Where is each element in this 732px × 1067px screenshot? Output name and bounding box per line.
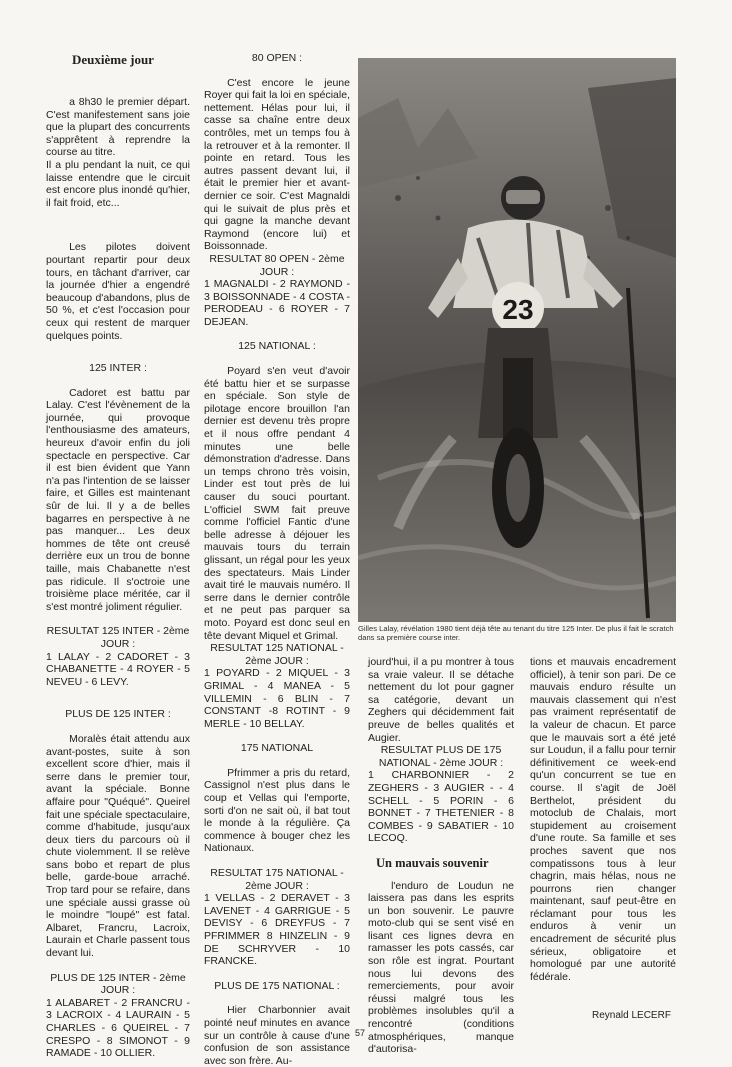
heading-deuxieme-jour: Deuxième jour (72, 52, 154, 67)
result-title: RESULTAT 175 NATIONAL - (210, 867, 344, 880)
result-80-open (204, 253, 350, 329)
result-175-national (204, 867, 350, 968)
result-plus-125-inter (46, 972, 190, 1060)
section-175-national: 175 NATIONAL (240, 742, 314, 755)
paragraph: jourd'hui, il a pu montrer à tous sa vraie valeur. Il se détache nettement du lot pour gagner sa catégorie, devant un Zeghers qui décidemment fait preuve de belles qualités et Augier. (368, 656, 514, 744)
section-plus-de-125-inter: PLUS DE 125 INTER : (65, 708, 171, 721)
result-title: PLUS DE 125 INTER - 2ème JOUR : (50, 971, 186, 997)
paragraph: a 8h30 le premier départ. C'est manifestement sans joie que la plupart des concurrents s'apprêtent à reprendre la course au titre. (46, 96, 190, 159)
result-125-national (204, 642, 350, 730)
result-title: RESULTAT 125 INTER - 2ème (46, 625, 190, 638)
result-body: 1 ALABARET - 2 FRANCRU - 3 LACROIX - 4 LAURAIN - 5 CHARLES - 6 QUEIREL - 7 CRESPO - 8 SIMONOT - 9 RAMADE - 10 OLLIER. (46, 996, 190, 1060)
column-3 (368, 656, 514, 1056)
column-2 (204, 52, 350, 1067)
paragraph: Pfrimmer a pris du retard, Cassignol n'est plus dans le coup et Vellas qui l'emporte, sorti d'on ne sait où, il bat tout le monde à la régulière. Ça commence à bouger chez les Nationaux. (204, 766, 350, 855)
paragraph: Il a plu pendant la nuit, ce qui laisse entendre que le circuit est encore plus inondé qu'hier, il fait froid, etc... (46, 158, 190, 209)
paragraph: Les pilotes doivent pourtant repartir pour deux tours, en tâchant d'arriver, car la journée d'hier a engendré beaucoup d'abandons, plus de 50 %, et c'est l'occasion pour ceux qui restent de marquer quelques points. (46, 241, 190, 342)
paragraph: Hier Charbonnier avait pointé neuf minutes en avance sur un contrôle à cause d'une confusion de son assistance avec son frère. Au- (204, 1004, 350, 1067)
result-plus-175-national (368, 744, 514, 845)
paragraph: tions et mauvais encadrement officiel), à tenir son pari. De ce mauvais enduro résulte un mauvais classement qui n'est pas vraiment représentatif de la valeur de chacun. Et parce que le mauvais sort a été jeté sur Loudun, il a fallu pour ternir définitivement ce week-end qu'un concurrent se tue en course. Il s'agit de Joël Berthelot, président du motoclub de Chalais, mort stupidement au croisement d'une route. Sa famille et ses proches savent que nos compatissons tous à leur chagrin, mais hélas, nous ne pourrons rien changer maintenant, sauf peut-être en réclamant pour tous les enduros à venir un encadrement de sécurité plus sérieux, obligatoire et homologué par une autorité fédérale. (530, 656, 676, 983)
result-body: 1 LALAY - 2 CADORET - 3 CHABANETTE - 4 ROYER - 5 NEVEU - 6 LEVY. (46, 650, 190, 688)
result-body: 1 CHARBONNIER - 2 ZEGHERS - 3 AUGIER - - 4 SCHELL - 5 PORIN - 6 BONNET - 7 THETENIER - 8 COMBES - 9 SABATIER - 10 LECOQ. (368, 769, 514, 845)
paragraph: Moralès était attendu aux avant-postes, suite à son excellent score d'hier, mais il serre dans le premier tour, avant la spéciale. Bonne affaire pour "Quéqué". Queirel fait une spéciale spectaculaire, comme d'habitude, jusqu'aux deux tiers du parcours où il chute violemment. Il se relève sans bobo et repart de plus belle, garde-boue arraché. Trop tard pour se refaire, dans une spéciale aussi grasse où le moindre "loupé" est fatal. Albaret, Francru, Lacroix, Laurain et Charle passent tous devant lui. (46, 732, 190, 960)
heading-un-mauvais-souvenir: Un mauvais souvenir (376, 855, 489, 870)
number-plate: 23 (502, 294, 534, 325)
result-body: 1 VELLAS - 2 DERAVET - 3 LAVENET - 4 GARRIGUE - 5 DEVISY - 6 DREYFUS - 7 PFRIMMER 8 HINZELIN - 9 DE SCHRYVER - 10 FRANCKE. (204, 892, 350, 968)
paragraph: Cadoret est battu par Lalay. C'est l'évènement de la journée, qui provoque l'enthousiasme des amateurs, heureux d'avoir enfin du joli spectacle en perspective. Car il est bien évident que Yann n'a pas l'intention de se laisser faire, et Gilles est maintenant sûr de lui. Il y a de belles bagarres en perspective à ne pas manquer... Les deux hommes de tête ont creusé derrière eux un trou de bonne taille, mais Chabanette n'est pas ridicule. Il s'octroie une troisième place méritée, car il s'est montré joliment régulier. (46, 386, 190, 613)
column-1 (46, 96, 190, 1060)
result-title: RESULTAT 80 OPEN - 2ème (209, 252, 345, 265)
result-125-inter (46, 625, 190, 688)
section-plus-de-175-national: PLUS DE 175 NATIONAL : (214, 979, 340, 992)
result-subtitle: JOUR : (259, 265, 295, 278)
paragraph: C'est encore le jeune Royer qui fait la loi en spéciale, nettement. Hélas pour lui, il casse sa chaîne entre deux contrôles, met un temps fou à la retrouver et à la remonter. Il pointe en retard. Tous les autres passent devant lui, il était le premier hier et avant-dernier ce soir. C'est Magnaldi qui le suivait de plus près et qui gagne la manche devant Raymond (encore lui) et Boissonnade. (204, 76, 350, 253)
section-80-open: 80 OPEN : (251, 52, 303, 64)
result-title: RESULTAT PLUS DE 175 NATIONAL - 2ème JOUR : (378, 744, 504, 769)
result-subtitle: 2ème JOUR : (245, 654, 309, 667)
result-subtitle: JOUR : (100, 637, 136, 650)
column-4 (530, 656, 676, 983)
author-signature: Reynald LECERF (592, 1010, 671, 1021)
paragraph: Poyard s'en veut d'avoir été battu hier et se surpasse en spéciale. Son style de pilotage encore brouillon l'an dernier est devenu très propre et il nous offre pendant 4 minutes une belle démonstration d'adresse. Dans un temps chrono très voisin, Linder est tout près de lui causer du souci pourtant. L'officiel SWM fait preuve comme l'officiel Fantic d'une belle adresse à déjouer les mauvais tours du terrain glissant, un régal pour les yeux des spectateurs. Mais Linder avait tiré le mauvais numéro. Il serre dans le dernier contrôle et ne peut pas parquer sa moto. Poyard est donc seul en tête devant Miquel et Grimal. (204, 365, 350, 642)
page-number: 57 (355, 1028, 366, 1038)
result-body: 1 MAGNALDI - 2 RAYMOND - 3 BOISSONNADE - 4 COSTA - PERODEAU - 6 ROYER - 7 DEJEAN. (204, 278, 350, 328)
photo-caption: Gilles Lalay, révélation 1980 tient déjà tête au tenant du titre 125 Inter. De plus il fait le scratch dans sa première course inter. (358, 624, 674, 642)
section-125-inter: 125 INTER : (89, 362, 147, 375)
enduro-photo (358, 58, 676, 622)
result-subtitle: 2ème JOUR : (245, 879, 309, 892)
section-125-national: 125 NATIONAL : (238, 340, 316, 353)
result-body: 1 POYARD - 2 MIQUEL - 3 GRIMAL - 4 MANEA - 5 VILLEMIN - 6 BLIN - 7 CONSTANT -8 ROTINT - 9 MERLE - 10 BELLAY. (204, 667, 350, 730)
motocross-rider-illustration (358, 58, 676, 622)
result-title: RESULTAT 125 NATIONAL - (210, 642, 344, 655)
paragraph: l'enduro de Loudun ne laissera pas dans les esprits un bon souvenir. Le pauvre moto-club qui se sent visé en lisant ces lignes devra en ramasser les pots cassés, car son rôle est ingrat. Pourtant nous lui devons des remerciements, pour avoir réussi malgré tous les problèmes insolubles qu'il a rencontré (conditions atmosphériques, manque d'autorisa- (368, 879, 514, 1056)
